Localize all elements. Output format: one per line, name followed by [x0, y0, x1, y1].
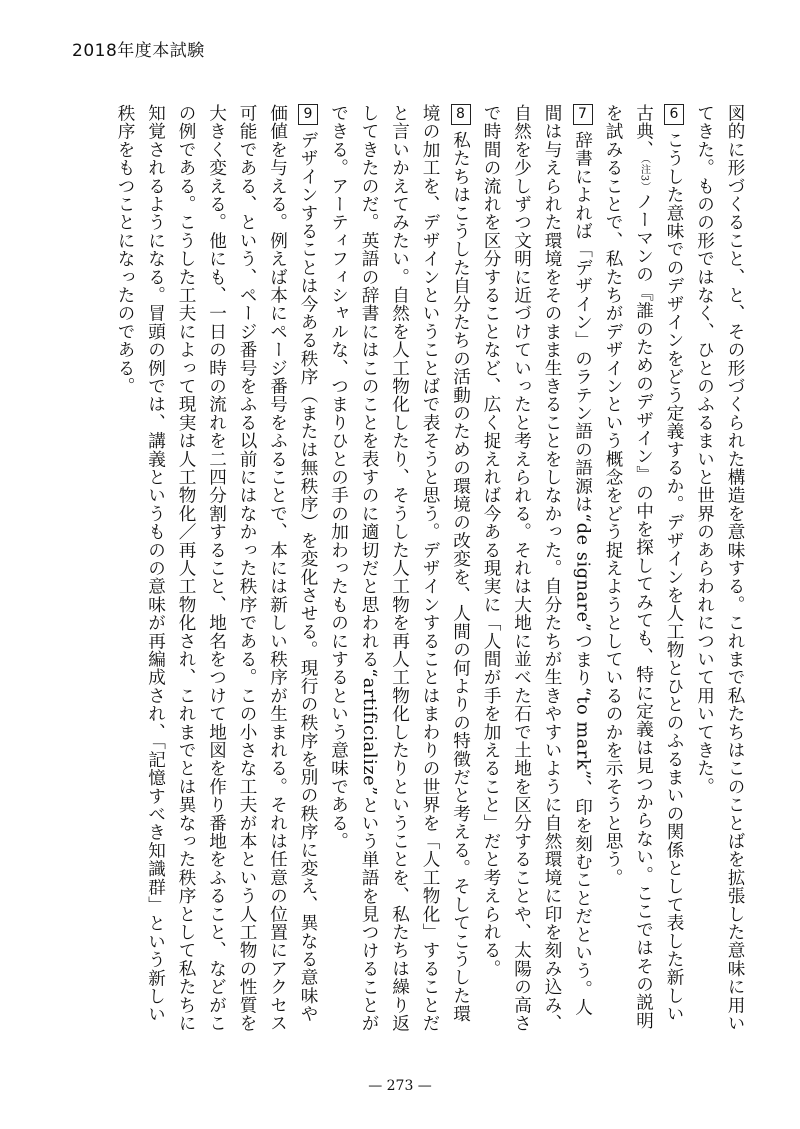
paragraph-number-marker: 8 — [451, 104, 471, 125]
paragraph-number-marker: 9 — [298, 104, 318, 125]
paragraph-text: ノーマンの『誰のためのデザイン』の中を探してみても、特に定義は見つからない。ここではその説明を試みることで、私たちがデザインという概念をどう捉えようとしているのかを示そうと思う。 — [603, 104, 654, 1030]
paragraph-text: 図的に形づくること、と、その形づくられた構造を意味する。これまで私たちはこのことばを拡張した意味に用いてきた。ものの形ではなく、ひとのふるまいと世界のあらわれについて用いてきた。 — [694, 104, 745, 1033]
page-number: — 273 — — [368, 1078, 432, 1094]
exam-header: 2018年度本試験 — [72, 41, 205, 61]
paragraph-7 — [476, 104, 598, 1034]
vertical-text-body — [110, 104, 750, 1034]
paragraph-continuation — [689, 104, 750, 1034]
paragraph-text: デザインすることは今ある秩序（または無秩序）を変化させる。現行の秩序を別の秩序に変え、異なる意味や価値を与える。例えば本にページ番号をふることで、本には新しい秩序が生まれる。それは任意の位置にアクセス可能である、という、ページ番号をふる以前にはなかった秩序である。この小さな工夫が本という人工物の性質を大きく変える。他にも、一日の時の流れを二四分割すること、地名をつけて地図を作り番地をふること、などがこの例である。こうした工夫によって現実は人工物化／再人工物化され、これまでとは異なった秩序として私たちに知覚されるようになる。冒頭の例では、講義というものの意味が再編成され、「記憶すべき知識群」という新しい秩序をもつことになったのである。 — [115, 104, 318, 1033]
paragraph-8 — [323, 104, 476, 1034]
footnote-reference: （注3） — [638, 158, 650, 193]
paragraph-text: 私たちはこうした自分たちの活動のための環境の改変を、人間の何よりの特徴だと考える。そしてこうした環境の加工を、デザインということばで表そうと思う。デザインすることはまわりの世界を「人工物化」することだと言いかえてみたい。自然を人工物化したり、そうした人工物を再人工物化したりということを、私たちは繰り返してきたのだ。英語の辞書にはこのことを表すのに適切だと思われる“artificialize”という単語を見つけることができる。アーティフィシャルな、つまりひとの手の加わったものにするという意味である。 — [328, 104, 471, 1033]
paragraph-6 — [598, 104, 690, 1034]
paragraph-text: 辞書によれば「デザイン」のラテン語の語源は“de signare”つまり“to mark”、印を刻むことだという。人間は与えられた環境をそのまま生きることをしなかった。自分たちが生きやすいように自然環境に印を刻み込み、自然を少しずつ文明に近づけていったと考えられる。それは大地に並べた石で土地を区分することや、太陽の高さで時間の流れを区分することなど、広く捉えれば今ある現実に「人間が手を加えること」だと考えられる。 — [481, 104, 593, 1033]
paragraph-number-marker: 6 — [664, 104, 684, 125]
paragraph-number-marker: 7 — [573, 104, 593, 125]
paragraph-text: こうした意味でのデザインをどう定義するか。デザインを人工物とひとのふるまいの関係として表した新しい古典、 — [633, 104, 684, 1023]
paragraph-9 — [110, 104, 323, 1034]
